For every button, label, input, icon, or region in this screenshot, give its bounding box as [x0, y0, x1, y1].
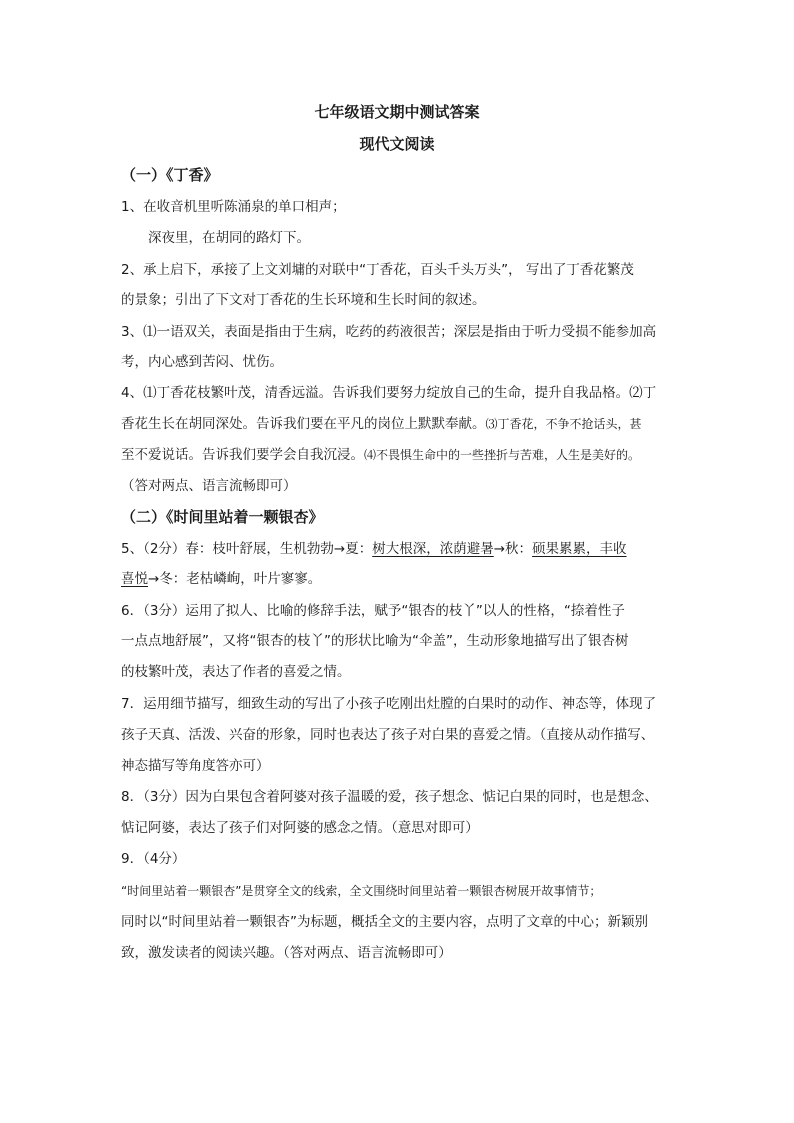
text-line: （答对两点、语言流畅即可）	[121, 478, 297, 494]
text-line: 6．（3分）运用了拟人、比喻的修辞手法，赋予“银杏的枝丫”以人的性格，“捺着性子	[121, 603, 625, 619]
text-line: 7．运用细节描写，细致生动的写出了小孩子吃刚出灶膛的白果时的动作、神态等，体现了	[121, 696, 657, 712]
text-line: 一点点地舒展”，又将“银杏的枝丫”的形状比喻为“伞盖”，生动形象地描写出了银杏树	[121, 633, 629, 649]
text-segment: ⑶丁香花，不争不抢话头，甚	[485, 417, 642, 431]
text-segment: →秋：	[493, 541, 533, 557]
text-line: 的枝繁叶茂，表达了作者的喜爱之情。	[121, 664, 351, 680]
text-line: 3、⑴一语双关，表面是指由于生病，吃药的药液很苦；深层是指由于听力受损不能参加高	[121, 324, 657, 340]
text-line: 致，激发读者的阅读兴趣。（答对两点、语言流畅即可）	[121, 945, 452, 961]
text-line: 的景象；引出了下文对丁香花的生长环境和生长时间的叙述。	[121, 292, 486, 308]
text-segment: 5、（2分）春：枝叶舒展，生机勃勃→夏：	[121, 541, 373, 557]
answer-blank-autumn-cont: 喜悦	[121, 571, 148, 587]
text-line: 1、在收音机里听陈涌泉的单口相声；	[121, 199, 346, 215]
text-line: 9．（4分）	[121, 851, 186, 867]
text-line	[121, 569, 321, 589]
page-title: 七年级语文期中测试答案	[314, 103, 480, 121]
text-line: 4、⑴丁香花枝繁叶茂，清香远溢。告诉我们要努力绽放自己的生命，提升自我品格。⑵丁	[121, 385, 657, 401]
text-line: 同时以“时间里站着一颗银杏”为标题，概括全文的主要内容，点明了文章的中心；新颖别	[121, 914, 648, 930]
text-line: 神态描写等角度答亦可）	[121, 758, 270, 774]
text-line	[121, 445, 640, 465]
text-segment: →冬：老枯嶙峋，叶片寥寥。	[148, 571, 322, 587]
text-line: 2、承上启下，承接了上文刘墉的对联中“丁香花，百头千头万头”， 写出了丁香花繁茂	[121, 262, 634, 278]
text-segment: 香花生长在胡同深处。告诉我们要在平凡的岗位上默默奉献。	[121, 416, 486, 432]
text-line: 孩子天真、活泼、兴奋的形象，同时也表达了孩子对白果的喜爱之情。（直接从动作描写、	[121, 727, 655, 743]
text-line: “时间里站着一颗银杏”是贯穿全文的线索，全文围绕时间里站着一颗银杏树展开故事情节；	[121, 884, 602, 898]
text-line: 深夜里，在胡同的路灯下。	[148, 230, 310, 246]
text-line: 8．（3分）因为白果包含着阿婆对孩子温暖的爱，孩子想念、惦记白果的同时，也是想念、	[121, 789, 658, 805]
section-heading-yinxing: （二）《时间里站着一颗银杏》	[121, 508, 324, 526]
text-line	[121, 414, 642, 434]
text-line	[121, 539, 627, 559]
text-line: 考，内心感到苦闷、忧伤。	[121, 354, 283, 370]
answer-blank-autumn: 硕果累累，丰收	[532, 541, 627, 557]
section-heading-dingxiang: （一）《丁香》	[121, 166, 219, 184]
text-line: 惦记阿婆，表达了孩子们对阿婆的感念之情。（意思对即可）	[121, 820, 479, 836]
text-segment: ⑷不畏惧生命中的一些挫折与苦难，人生是美好的。	[364, 448, 641, 462]
answer-blank-summer: 树大根深，浓荫避暑	[372, 541, 494, 557]
page-subtitle: 现代文阅读	[359, 135, 435, 153]
text-segment: 至不爱说话。告诉我们要学会自我沉浸。	[121, 447, 364, 463]
